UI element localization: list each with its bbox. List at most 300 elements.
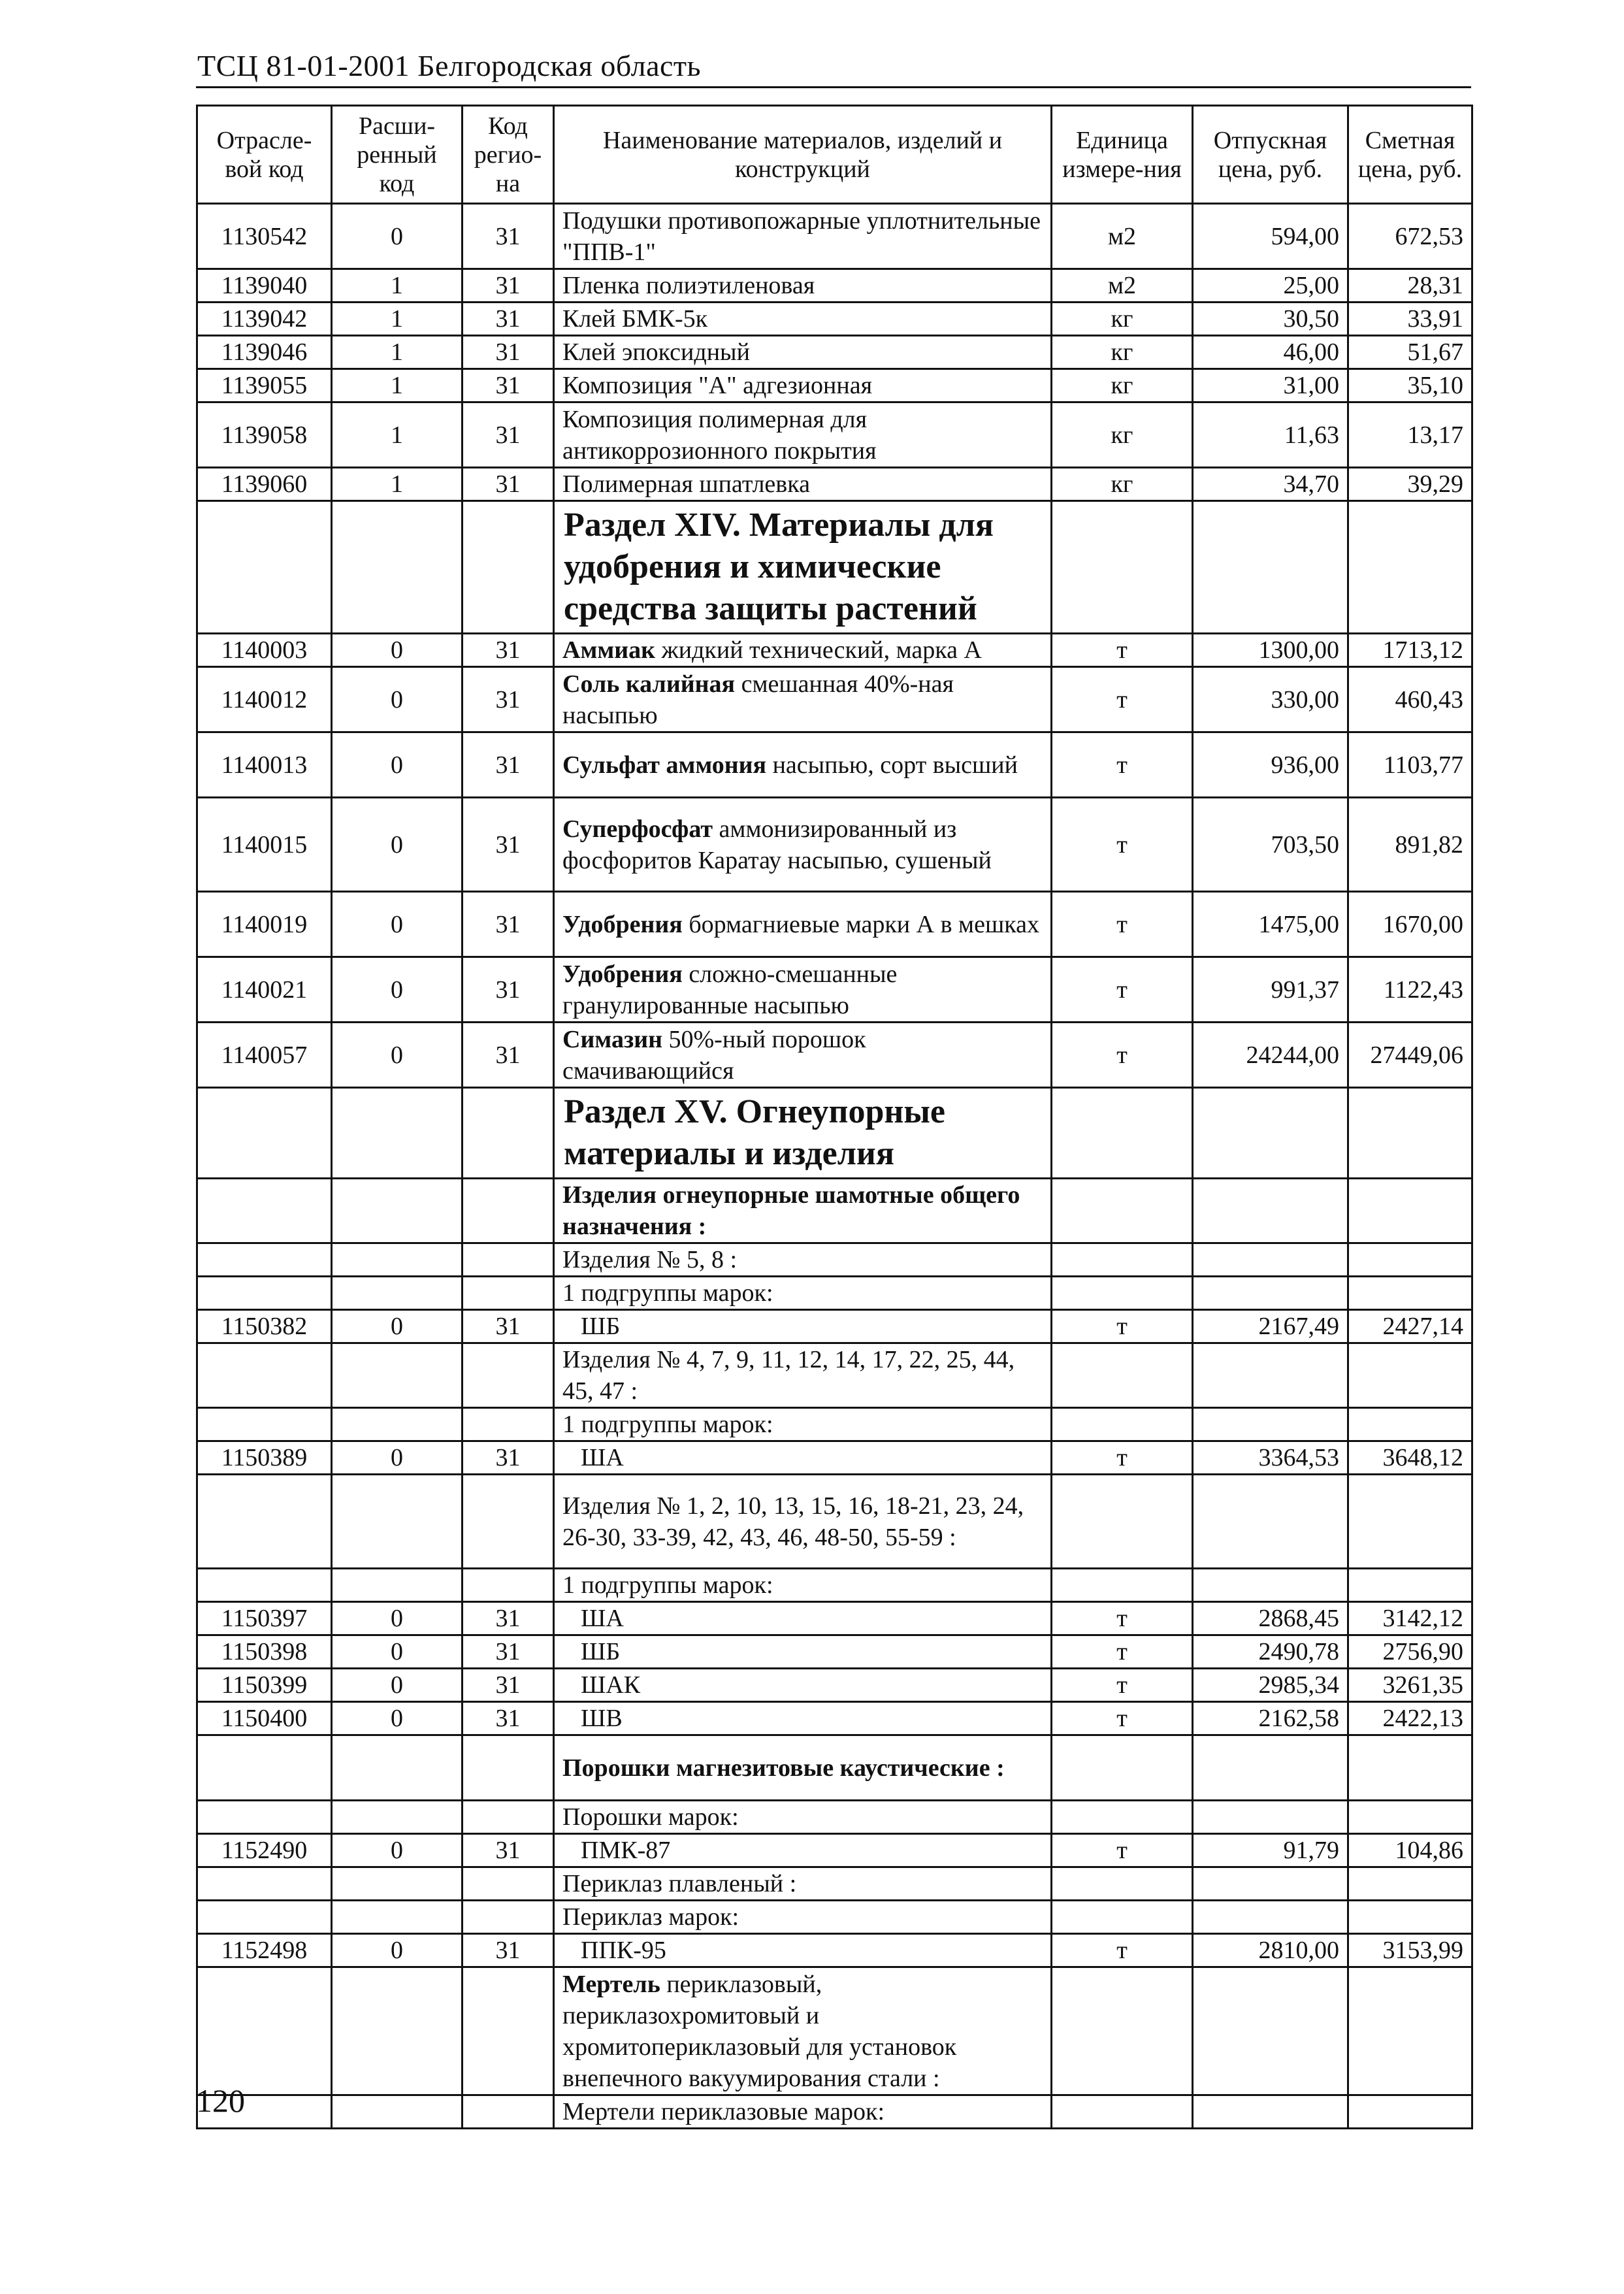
- cell-estimate-price: 2422,13: [1348, 1702, 1472, 1735]
- cell-estimate-price: 51,67: [1348, 336, 1472, 369]
- column-header: Единица измере-ния: [1052, 106, 1193, 204]
- cell-unit: [1052, 1901, 1193, 1934]
- table-row: [197, 2095, 1472, 2129]
- cell-name: Раздел XIV. Материалы для удобрения и химические средства защиты растений: [554, 501, 1052, 634]
- cell-region: 31: [463, 892, 554, 957]
- cell-release-price: [1193, 1569, 1348, 1602]
- material-name: периклазовый, периклазохромитовый и хромитопериклазовый для установок внепечного вакуумирования стали :: [562, 1970, 957, 2092]
- cell-unit: т: [1052, 1834, 1193, 1867]
- cell-ext-code: 0: [332, 957, 463, 1023]
- table-row: [197, 892, 1472, 957]
- table-row: [197, 1023, 1472, 1088]
- cell-ext-code: [332, 1179, 463, 1243]
- cell-unit: [1052, 1408, 1193, 1441]
- cell-code: [197, 1088, 332, 1179]
- cell-name: [554, 1310, 1052, 1343]
- table-row: [197, 204, 1472, 269]
- column-header: Отрасле-вой код: [197, 106, 332, 204]
- cell-ext-code: [332, 1343, 463, 1408]
- cell-unit: [1052, 1801, 1193, 1834]
- table-row: [197, 336, 1472, 369]
- material-name: Композиция "А" адгезионная: [562, 372, 873, 399]
- table-body: [197, 204, 1472, 2129]
- cell-region: 31: [463, 336, 554, 369]
- cell-release-price: [1193, 1901, 1348, 1934]
- table-header-row: [197, 106, 1472, 204]
- cell-region: [463, 1569, 554, 1602]
- cell-code: 1150400: [197, 1702, 332, 1735]
- cell-name: [554, 468, 1052, 501]
- cell-ext-code: 0: [332, 732, 463, 798]
- column-header: Код регио-на: [463, 106, 554, 204]
- material-name: 1 подгруппы марок:: [562, 1571, 773, 1599]
- cell-unit: [1052, 1343, 1193, 1408]
- cell-region: 31: [463, 1702, 554, 1735]
- material-name: Клей БМК-5к: [562, 305, 708, 333]
- cell-unit: т: [1052, 957, 1193, 1023]
- cell-release-price: [1193, 2095, 1348, 2129]
- cell-unit: кг: [1052, 369, 1193, 402]
- cell-code: 1130542: [197, 204, 332, 269]
- cell-region: [463, 1179, 554, 1243]
- cell-unit: т: [1052, 1702, 1193, 1735]
- cell-code: 1140015: [197, 798, 332, 892]
- cell-unit: [1052, 1475, 1193, 1569]
- cell-unit: т: [1052, 667, 1193, 732]
- material-name: 50%-ный порошок смачивающийся: [562, 1025, 866, 1085]
- cell-release-price: 2985,34: [1193, 1669, 1348, 1702]
- cell-name: [554, 269, 1052, 303]
- material-name: Пленка полиэтиленовая: [562, 272, 815, 299]
- table-row: [197, 1179, 1472, 1243]
- material-keyword: Порошки магнезитовые каустические :: [562, 1754, 1005, 1782]
- cell-release-price: 30,50: [1193, 303, 1348, 336]
- cell-code: 1140013: [197, 732, 332, 798]
- table-row: [197, 1408, 1472, 1441]
- cell-estimate-price: 27449,06: [1348, 1023, 1472, 1088]
- cell-ext-code: 1: [332, 269, 463, 303]
- cell-name: [554, 1243, 1052, 1277]
- table-row: [197, 1602, 1472, 1635]
- cell-code: 1150382: [197, 1310, 332, 1343]
- material-keyword: Суперфосфат: [562, 815, 713, 843]
- cell-region: 31: [463, 957, 554, 1023]
- cell-name: [554, 1934, 1052, 1967]
- cell-name: Раздел XV. Огнеупорные материалы и изделия: [554, 1088, 1052, 1179]
- material-name: ПМК-87: [581, 1837, 671, 1864]
- cell-estimate-price: [1348, 1277, 1472, 1310]
- cell-name: [554, 336, 1052, 369]
- cell-release-price: 1300,00: [1193, 634, 1348, 667]
- cell-unit: [1052, 1277, 1193, 1310]
- cell-region: [463, 1967, 554, 2095]
- cell-name: [554, 1602, 1052, 1635]
- cell-code: [197, 1901, 332, 1934]
- cell-estimate-price: [1348, 501, 1472, 634]
- cell-ext-code: [332, 1569, 463, 1602]
- cell-unit: т: [1052, 1023, 1193, 1088]
- cell-release-price: 46,00: [1193, 336, 1348, 369]
- cell-code: 1139055: [197, 369, 332, 402]
- cell-release-price: 24244,00: [1193, 1023, 1348, 1088]
- cell-region: [463, 2095, 554, 2129]
- cell-estimate-price: 35,10: [1348, 369, 1472, 402]
- material-name: жидкий технический, марка А: [655, 636, 982, 664]
- cell-ext-code: [332, 1408, 463, 1441]
- cell-estimate-price: [1348, 2095, 1472, 2129]
- cell-unit: т: [1052, 732, 1193, 798]
- cell-region: 31: [463, 402, 554, 468]
- material-name: Порошки марок:: [562, 1803, 739, 1831]
- cell-release-price: [1193, 1967, 1348, 2095]
- cell-ext-code: 0: [332, 204, 463, 269]
- cell-region: 31: [463, 303, 554, 336]
- document-header: ТСЦ 81-01-2001 Белгородская область: [197, 49, 701, 82]
- cell-release-price: 2167,49: [1193, 1310, 1348, 1343]
- table-row: [197, 1243, 1472, 1277]
- cell-ext-code: [332, 1967, 463, 2095]
- cell-code: [197, 1569, 332, 1602]
- cell-code: 1150398: [197, 1635, 332, 1669]
- cell-ext-code: 0: [332, 1602, 463, 1635]
- cell-code: 1150399: [197, 1669, 332, 1702]
- material-name: Изделия № 4, 7, 9, 11, 12, 14, 17, 22, 25, 44, 45, 47 :: [562, 1346, 1015, 1405]
- table-row: [197, 1934, 1472, 1967]
- cell-code: 1140021: [197, 957, 332, 1023]
- cell-estimate-price: [1348, 1801, 1472, 1834]
- cell-estimate-price: 891,82: [1348, 798, 1472, 892]
- material-keyword: Удобрения: [562, 960, 683, 988]
- cell-name: [554, 732, 1052, 798]
- cell-region: 31: [463, 369, 554, 402]
- cell-estimate-price: 3153,99: [1348, 1934, 1472, 1967]
- cell-name: [554, 1023, 1052, 1088]
- cell-unit: [1052, 1735, 1193, 1801]
- table-row: [197, 1310, 1472, 1343]
- cell-estimate-price: 3261,35: [1348, 1669, 1472, 1702]
- cell-ext-code: 0: [332, 1310, 463, 1343]
- cell-release-price: [1193, 1243, 1348, 1277]
- cell-ext-code: 0: [332, 1669, 463, 1702]
- table-row: [197, 303, 1472, 336]
- cell-ext-code: [332, 1801, 463, 1834]
- material-name: Полимерная шпатлевка: [562, 470, 810, 498]
- cell-ext-code: 1: [332, 402, 463, 468]
- cell-release-price: 2868,45: [1193, 1602, 1348, 1635]
- cell-ext-code: [332, 1867, 463, 1901]
- table-row: [197, 667, 1472, 732]
- cell-estimate-price: 33,91: [1348, 303, 1472, 336]
- cell-region: [463, 1408, 554, 1441]
- cell-name: [554, 1801, 1052, 1834]
- cell-name: [554, 1967, 1052, 2095]
- material-name: сложно-смешанные гранулированные насыпью: [562, 960, 898, 1019]
- cell-name: [554, 1669, 1052, 1702]
- cell-region: [463, 1277, 554, 1310]
- cell-code: [197, 1801, 332, 1834]
- cell-region: 31: [463, 1834, 554, 1867]
- material-name: Подушки противопожарные уплотнительные "ППВ-1": [562, 206, 1041, 266]
- material-name: Мертели периклазовые марок:: [562, 2098, 885, 2125]
- cell-release-price: [1193, 1277, 1348, 1310]
- cell-unit: [1052, 1569, 1193, 1602]
- table-row: [197, 634, 1472, 667]
- cell-unit: [1052, 1179, 1193, 1243]
- cell-estimate-price: 3142,12: [1348, 1602, 1472, 1635]
- table-row: [197, 1343, 1472, 1408]
- cell-release-price: 11,63: [1193, 402, 1348, 468]
- cell-region: [463, 1475, 554, 1569]
- cell-ext-code: 1: [332, 303, 463, 336]
- cell-region: 31: [463, 1310, 554, 1343]
- material-name: Композиция полимерная для антикоррозионного покрытия: [562, 405, 877, 465]
- cell-release-price: 3364,53: [1193, 1441, 1348, 1475]
- cell-unit: [1052, 1243, 1193, 1277]
- material-name: аммонизированный из фосфоритов Каратау насыпью, сушеный: [562, 815, 992, 874]
- cell-name: [554, 1702, 1052, 1735]
- cell-ext-code: 0: [332, 1023, 463, 1088]
- cell-code: [197, 1277, 332, 1310]
- cell-name: [554, 402, 1052, 468]
- cell-code: [197, 1735, 332, 1801]
- cell-code: 1140019: [197, 892, 332, 957]
- cell-unit: [1052, 1867, 1193, 1901]
- cell-release-price: 936,00: [1193, 732, 1348, 798]
- cell-ext-code: 0: [332, 1702, 463, 1735]
- cell-release-price: 34,70: [1193, 468, 1348, 501]
- material-keyword: Симазин: [562, 1025, 663, 1053]
- cell-unit: т: [1052, 798, 1193, 892]
- cell-estimate-price: 2427,14: [1348, 1310, 1472, 1343]
- cell-code: 1152490: [197, 1834, 332, 1867]
- cell-region: 31: [463, 1635, 554, 1669]
- section-row: [197, 1088, 1472, 1179]
- cell-ext-code: [332, 501, 463, 634]
- column-header: Расши-ренный код: [332, 106, 463, 204]
- cell-estimate-price: 1670,00: [1348, 892, 1472, 957]
- cell-name: [554, 798, 1052, 892]
- cell-ext-code: 0: [332, 634, 463, 667]
- table-row: [197, 1901, 1472, 1934]
- cell-estimate-price: [1348, 1967, 1472, 2095]
- table-row: [197, 1475, 1472, 1569]
- cell-code: 1139046: [197, 336, 332, 369]
- cell-code: [197, 1867, 332, 1901]
- material-name: Изделия № 1, 2, 10, 13, 15, 16, 18-21, 23, 24, 26-30, 33-39, 42, 43, 46, 48-50, 55-59 :: [562, 1492, 1024, 1551]
- cell-unit: кг: [1052, 402, 1193, 468]
- cell-code: 1139042: [197, 303, 332, 336]
- table-row: [197, 402, 1472, 468]
- cell-name: [554, 1867, 1052, 1901]
- cell-region: [463, 1243, 554, 1277]
- cell-code: 1150389: [197, 1441, 332, 1475]
- cell-estimate-price: [1348, 1343, 1472, 1408]
- cell-name: [554, 2095, 1052, 2129]
- material-name: Периклаз плавленый :: [562, 1870, 797, 1897]
- cell-ext-code: 0: [332, 892, 463, 957]
- cell-region: [463, 1088, 554, 1179]
- table-row: [197, 1702, 1472, 1735]
- cell-ext-code: 0: [332, 1834, 463, 1867]
- cell-release-price: [1193, 1408, 1348, 1441]
- cell-region: 31: [463, 1669, 554, 1702]
- cell-name: [554, 369, 1052, 402]
- cell-code: 1150397: [197, 1602, 332, 1635]
- material-name: Клей эпоксидный: [562, 338, 750, 366]
- material-name: 1 подгруппы марок:: [562, 1279, 773, 1307]
- cell-name: [554, 667, 1052, 732]
- column-header: Отпускная цена, руб.: [1193, 106, 1348, 204]
- cell-region: 31: [463, 204, 554, 269]
- section-row: [197, 501, 1472, 634]
- cell-region: [463, 1867, 554, 1901]
- cell-region: 31: [463, 732, 554, 798]
- material-keyword: Удобрения: [562, 910, 683, 938]
- cell-code: [197, 1408, 332, 1441]
- cell-estimate-price: [1348, 1179, 1472, 1243]
- cell-name: [554, 1179, 1052, 1243]
- cell-name: [554, 1408, 1052, 1441]
- cell-unit: т: [1052, 634, 1193, 667]
- material-name: ШБ: [581, 1638, 621, 1665]
- cell-region: 31: [463, 634, 554, 667]
- cell-name: [554, 1834, 1052, 1867]
- cell-estimate-price: 13,17: [1348, 402, 1472, 468]
- material-name: ШАК: [581, 1671, 641, 1699]
- cell-estimate-price: [1348, 1735, 1472, 1801]
- cell-release-price: 25,00: [1193, 269, 1348, 303]
- cell-release-price: [1193, 1179, 1348, 1243]
- cell-name: [554, 1441, 1052, 1475]
- price-table: [196, 105, 1473, 2129]
- cell-estimate-price: [1348, 1475, 1472, 1569]
- cell-estimate-price: [1348, 1867, 1472, 1901]
- material-keyword: Изделия огнеупорные шамотные общего назначения :: [562, 1181, 1020, 1240]
- cell-name: [554, 957, 1052, 1023]
- table-row: [197, 1801, 1472, 1834]
- cell-release-price: 2810,00: [1193, 1934, 1348, 1967]
- cell-region: 31: [463, 468, 554, 501]
- cell-unit: т: [1052, 1441, 1193, 1475]
- cell-unit: кг: [1052, 468, 1193, 501]
- cell-estimate-price: 39,29: [1348, 468, 1472, 501]
- cell-release-price: [1193, 1867, 1348, 1901]
- material-keyword: Соль калийная: [562, 670, 736, 698]
- table-row: [197, 1867, 1472, 1901]
- material-name: бормагниевые марки А в мешках: [682, 910, 1039, 938]
- cell-release-price: [1193, 1801, 1348, 1834]
- cell-name: [554, 634, 1052, 667]
- material-name: ППК-95: [581, 1937, 666, 1964]
- cell-ext-code: [332, 1277, 463, 1310]
- cell-ext-code: [332, 2095, 463, 2129]
- table-row: [197, 269, 1472, 303]
- cell-release-price: 91,79: [1193, 1834, 1348, 1867]
- cell-code: 1139040: [197, 269, 332, 303]
- cell-code: [197, 1243, 332, 1277]
- cell-estimate-price: 1122,43: [1348, 957, 1472, 1023]
- cell-code: [197, 1179, 332, 1243]
- cell-ext-code: [332, 1475, 463, 1569]
- table-row: [197, 1735, 1472, 1801]
- cell-unit: т: [1052, 1669, 1193, 1702]
- material-name: Периклаз марок:: [562, 1903, 739, 1931]
- table-row: [197, 732, 1472, 798]
- cell-release-price: [1193, 1475, 1348, 1569]
- cell-unit: кг: [1052, 336, 1193, 369]
- cell-region: [463, 1801, 554, 1834]
- table-row: [197, 1569, 1472, 1602]
- cell-release-price: [1193, 1735, 1348, 1801]
- cell-region: 31: [463, 1602, 554, 1635]
- cell-ext-code: 0: [332, 1635, 463, 1669]
- cell-estimate-price: [1348, 1408, 1472, 1441]
- cell-name: [554, 892, 1052, 957]
- table-row: [197, 1277, 1472, 1310]
- material-name: 1 подгруппы марок:: [562, 1411, 773, 1438]
- cell-release-price: 330,00: [1193, 667, 1348, 732]
- material-keyword: Мертель: [562, 1970, 660, 1998]
- cell-code: 1139058: [197, 402, 332, 468]
- cell-release-price: 991,37: [1193, 957, 1348, 1023]
- cell-code: 1140012: [197, 667, 332, 732]
- cell-name: [554, 1343, 1052, 1408]
- cell-name: [554, 1901, 1052, 1934]
- cell-unit: [1052, 1967, 1193, 2095]
- cell-region: [463, 1735, 554, 1801]
- cell-code: 1139060: [197, 468, 332, 501]
- cell-region: 31: [463, 1023, 554, 1088]
- cell-release-price: [1193, 501, 1348, 634]
- cell-release-price: 594,00: [1193, 204, 1348, 269]
- cell-release-price: [1193, 1343, 1348, 1408]
- material-name: насыпью, сорт высший: [766, 751, 1018, 779]
- cell-estimate-price: [1348, 1569, 1472, 1602]
- cell-unit: т: [1052, 1602, 1193, 1635]
- material-name: Изделия № 5, 8 :: [562, 1246, 738, 1273]
- cell-unit: кг: [1052, 303, 1193, 336]
- cell-ext-code: 0: [332, 798, 463, 892]
- cell-name: [554, 1569, 1052, 1602]
- cell-unit: [1052, 1088, 1193, 1179]
- cell-estimate-price: 2756,90: [1348, 1635, 1472, 1669]
- cell-region: [463, 501, 554, 634]
- cell-release-price: 1475,00: [1193, 892, 1348, 957]
- cell-release-price: 703,50: [1193, 798, 1348, 892]
- cell-estimate-price: 1713,12: [1348, 634, 1472, 667]
- cell-unit: [1052, 2095, 1193, 2129]
- cell-code: [197, 1343, 332, 1408]
- cell-ext-code: [332, 1901, 463, 1934]
- material-name: ШВ: [581, 1705, 623, 1732]
- cell-release-price: 2490,78: [1193, 1635, 1348, 1669]
- cell-unit: т: [1052, 1934, 1193, 1967]
- cell-code: [197, 1967, 332, 2095]
- cell-ext-code: [332, 1243, 463, 1277]
- page-number: 120: [196, 2082, 245, 2119]
- column-header: Сметная цена, руб.: [1348, 106, 1472, 204]
- cell-estimate-price: 1103,77: [1348, 732, 1472, 798]
- material-name: ША: [581, 1605, 624, 1632]
- cell-code: 1140003: [197, 634, 332, 667]
- cell-name: [554, 1735, 1052, 1801]
- cell-code: 1140057: [197, 1023, 332, 1088]
- table-row: [197, 369, 1472, 402]
- cell-ext-code: 0: [332, 667, 463, 732]
- cell-code: [197, 501, 332, 634]
- cell-ext-code: [332, 1088, 463, 1179]
- cell-region: 31: [463, 269, 554, 303]
